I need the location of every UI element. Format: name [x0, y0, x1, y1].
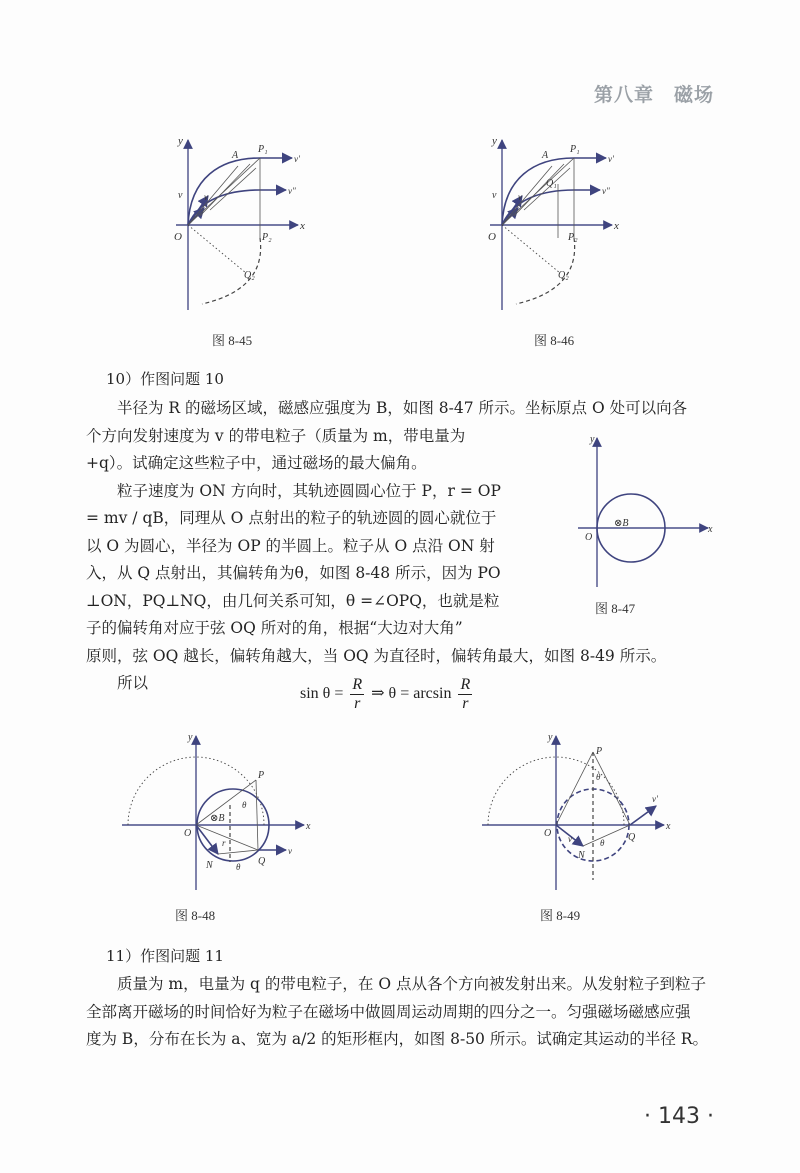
formula-max-deflection: sin θ = $\frac{R}{r}$ ⇒ θ = arcsin $\frac{R}{r}$ [300, 676, 471, 712]
svg-text:A: A [542, 150, 549, 161]
svg-text:Q: Q [258, 856, 266, 867]
s11-line-3: 度为 B，分布在长为 a、宽为 a/2 的矩形框内，如图 8-50 所示。试确定其运动的半径 R。 [86, 1030, 708, 1048]
svg-text:θ: θ [596, 772, 601, 782]
svg-text:P₁: P₁ [570, 144, 580, 155]
s10-line-9: 子的偏转角对应于弦 OQ 所对的角，根据“大边对大角” [86, 619, 463, 637]
svg-text:Q₂: Q₂ [558, 270, 569, 281]
figure-8-47 [570, 432, 720, 594]
caption-8-49: 图 8-49 [540, 908, 581, 923]
figure-8-46 [474, 128, 644, 318]
svg-text:y: y [178, 135, 183, 147]
s10-line-1: 半径为 R 的磁场区域，磁感应强度为 B，如图 8-47 所示。坐标原点 O 处可以向各 [117, 399, 688, 417]
svg-text:θ: θ [236, 862, 241, 872]
s10-line-7: 入，从 Q 点射出，其偏转角为θ，如图 8-48 所示，因为 PO [86, 564, 501, 582]
svg-text:⊗B: ⊗B [614, 518, 629, 529]
s10-line-8: ⊥ON，PQ⊥NQ，由几何关系可知，θ =∠OPQ，也就是粒 [86, 591, 500, 610]
svg-text:x: x [708, 524, 713, 535]
page-number: · 143 · [644, 1104, 714, 1129]
caption-8-46: 图 8-46 [534, 333, 575, 348]
svg-text:y: y [492, 135, 497, 147]
s10-line-10: 原则，弦 OQ 越长，偏转角越大，当 OQ 为直径时，偏转角最大，如图 8-49 所示。 [86, 646, 667, 665]
s10-line-4: 粒子速度为 ON 方向时，其轨迹圆圆心位于 P，r = OP [117, 481, 501, 500]
svg-text:v: v [568, 834, 572, 844]
section-11-heading: 11）作图问题 11 [106, 947, 224, 965]
s10-line-5: = mv / qB，同理从 O 点射出的粒子的轨迹圆的圆心就位于 [86, 509, 497, 527]
s10-line-6: 以 O 为圆心，半径为 OP 的半圆上。粒子从 O 点沿 ON 射 [86, 536, 495, 555]
s11-line-2: 全部离开磁场的时间恰好为粒子在磁场中做圆周运动周期的四分之一。匀强磁场磁感应强 [86, 1002, 691, 1021]
chapter-header: 第八章 磁场 [593, 84, 714, 106]
section-10-heading: 10）作图问题 10 [106, 370, 224, 388]
s10-so: 所以 [117, 674, 149, 692]
svg-text:x: x [666, 821, 671, 832]
figure-8-49 [478, 730, 678, 895]
s11-line-1: 质量为 m，电量为 q 的带电粒子，在 O 点从各个方向被发射出来。从发射粒子到粒子 [117, 975, 706, 993]
svg-text:O: O [585, 532, 593, 543]
svg-text:P: P [596, 746, 603, 757]
svg-text:v: v [204, 192, 208, 202]
svg-text:r: r [222, 838, 226, 848]
section-11-body [86, 971, 716, 1054]
svg-text:O: O [544, 828, 552, 839]
s10-line-2: 个方向发射速度为 v 的带电粒子（质量为 m，带电量为 [86, 426, 466, 445]
svg-text:P₁: P₁ [258, 144, 268, 155]
caption-8-47: 图 8-47 [595, 601, 636, 616]
svg-text:v: v [492, 190, 497, 201]
svg-text:O: O [488, 231, 496, 243]
svg-text:Q: Q [628, 832, 636, 843]
svg-text:v: v [178, 190, 183, 201]
svg-text:Q₁: Q₁ [546, 178, 557, 189]
svg-text:N: N [578, 850, 585, 861]
svg-text:y: y [590, 434, 595, 445]
svg-text:v": v" [288, 186, 296, 196]
caption-8-48: 图 8-48 [175, 908, 216, 923]
svg-text:v': v' [294, 154, 300, 164]
svg-text:y: y [188, 732, 193, 743]
svg-text:Q₂: Q₂ [244, 270, 255, 281]
svg-text:P₂: P₂ [262, 232, 272, 243]
svg-text:v': v' [652, 794, 658, 804]
svg-text:v": v" [602, 186, 610, 196]
svg-text:P₂: P₂ [568, 232, 578, 243]
svg-text:v': v' [608, 154, 614, 164]
svg-text:x: x [306, 821, 311, 832]
svg-text:O: O [184, 828, 192, 839]
svg-text:θ: θ [242, 800, 247, 810]
figure-8-48 [118, 730, 318, 895]
svg-text:P: P [258, 770, 265, 781]
svg-text:x: x [300, 220, 305, 232]
svg-text:v: v [518, 192, 522, 202]
svg-text:v: v [288, 846, 292, 856]
svg-text:⊗B: ⊗B [210, 813, 225, 824]
svg-text:θ: θ [600, 838, 605, 848]
svg-text:O: O [174, 231, 182, 243]
svg-text:x: x [614, 220, 619, 232]
svg-text:N: N [206, 860, 213, 871]
figure-8-45 [160, 128, 330, 318]
s10-line-3: +q）。试确定这些粒子中，通过磁场的最大偏角。 [86, 454, 427, 472]
caption-8-45: 图 8-45 [212, 333, 253, 348]
svg-text:A: A [232, 150, 239, 161]
svg-text:y: y [548, 732, 553, 743]
